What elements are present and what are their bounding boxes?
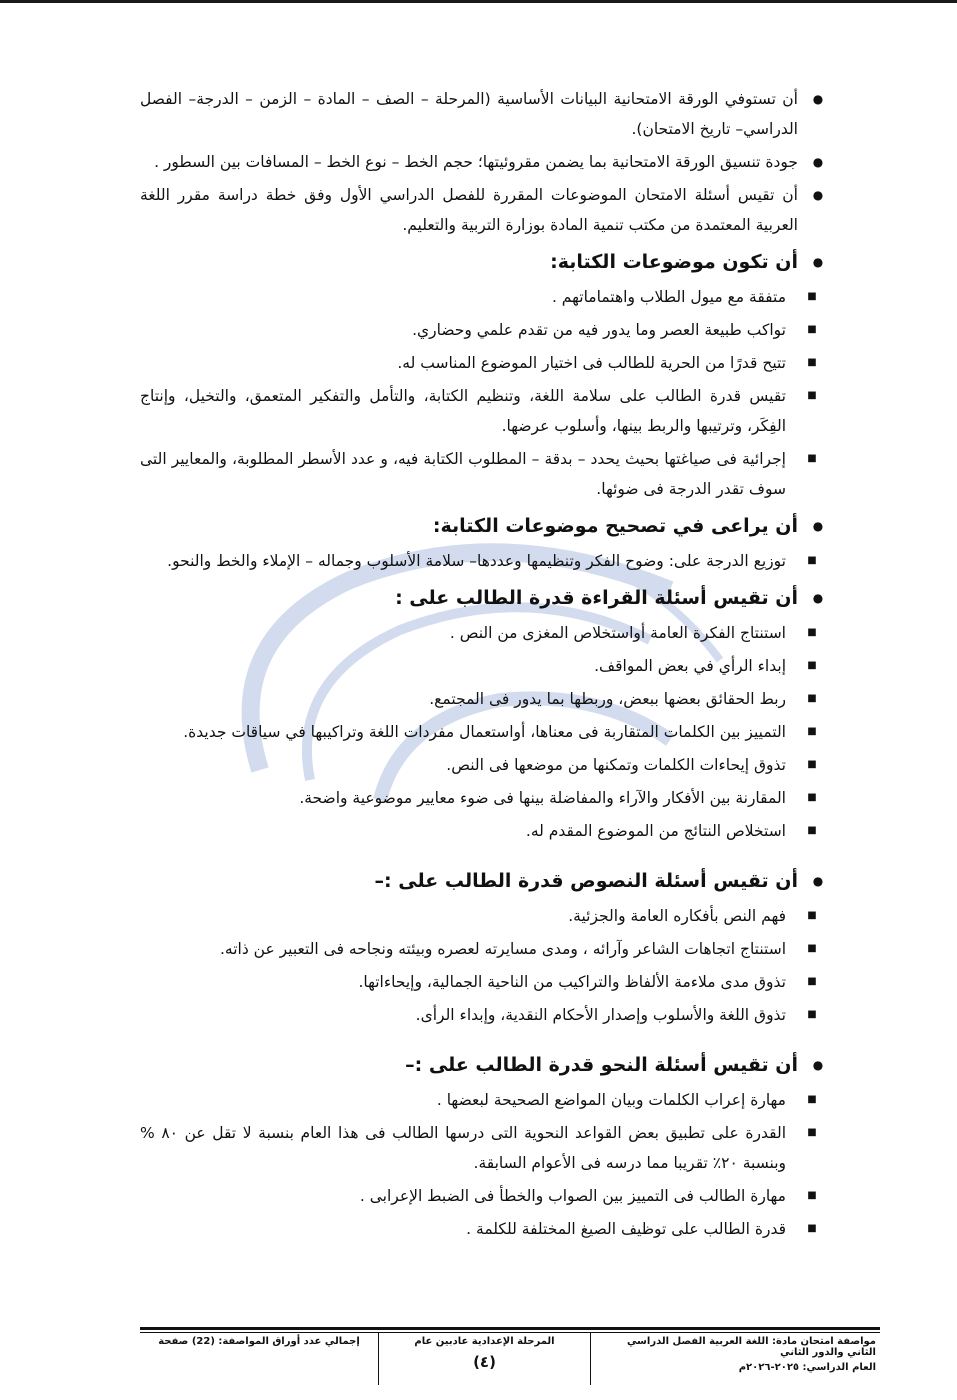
- list-item: ■ استخلاص النتائج من الموضوع المقدم له.: [525, 822, 817, 840]
- list-item: ■ التمييز بين الكلمات المتقاربة فى معناها، أواستعمال مفردات اللغة وتراكيبها في سياقات جديدة.: [183, 723, 817, 741]
- footer-stage: المرحلة الإعدادية عادبين عام: [414, 1336, 555, 1347]
- intro-item: ● أن تقيس أسئلة الامتحان الموضوعات المقررة للفصل الدراسي الأول وفق خطة دراسة مقرر اللغة العربية المعتمدة من مكتب تنمية المادة بوزارة التربية والتعليم.: [140, 186, 824, 234]
- document-body: [140, 84, 828, 1247]
- footer-total-pages: إجمالي عدد أوراق المواصفة: (22) صفحة: [158, 1336, 360, 1347]
- list-item: ■ المقارنة بين الأفكار والآراء والمفاضلة بينها فى ضوء معايير موضوعية واضحة.: [299, 789, 817, 807]
- intro-item: ● جودة تنسيق الورقة الامتحانية بما يضمن مقروئيتها؛ حجم الخط – نوع الخط – المسافات بين السطور .: [154, 153, 824, 171]
- intro-item: ● أن تستوفي الورقة الامتحانية البيانات الأساسية (المرحلة – الصف – المادة – الزمن – الدرجة– الفصل الدراسي– تاريخ الامتحان).: [140, 90, 824, 138]
- footer-academic-year: العام الدراسي: ٢٠٢٥-٢٠٢٦م: [738, 1362, 876, 1373]
- list-item: ■ تواكب طبيعة العصر وما يدور فيه من تقدم علمي وحضاري.: [412, 321, 817, 339]
- section-heading-writing: ● أن تكون موضوعات الكتابة:: [550, 251, 824, 273]
- list-item: ■ قدرة الطالب على توظيف الصيغ المختلفة للكلمة .: [466, 1220, 817, 1238]
- section-heading-reading: ● أن تقيس أسئلة القراءة قدرة الطالب على :: [395, 587, 824, 609]
- list-item: ■ فهم النص بأفكاره العامة والجزئية.: [568, 907, 817, 925]
- list-item: ■ تتيح قدرًا من الحرية للطالب فى اختيار الموضوع المناسب له.: [397, 354, 817, 372]
- list-item: ■ تذوق اللغة والأسلوب وإصدار الأحكام النقدية، وإبداء الرأى.: [415, 1006, 817, 1024]
- list-item: ■ إبداء الرأي في بعض المواقف.: [594, 657, 817, 675]
- list-item: ■ تذوق إيحاءات الكلمات وتمكنها من موضعها فى النص.: [446, 756, 817, 774]
- list-item: ■ إجرائية فى صياغتها بحيث يحدد – بدقة – المطلوب الكتابة فيه، و عدد الأسطر المطلوبة، والمعايير التى سوف تقدر الدرجة فى ضوئها.: [140, 450, 817, 498]
- section-heading-texts: ● أن تقيس أسئلة النصوص قدرة الطالب على :–: [374, 870, 824, 892]
- list-item: ■ تذوق مدى ملاءمة الألفاظ والتراكيب من الناحية الجمالية، وإيحاءاتها.: [358, 973, 817, 991]
- list-item: ■ مهارة إعراب الكلمات وبيان المواضع الصحيحة لبعضها .: [436, 1091, 817, 1109]
- list-item: ■ استنتاج الفكرة العامة أواستخلاص المغزى من النص .: [449, 624, 817, 642]
- section-heading-grammar: ● أن تقيس أسئلة النحو قدرة الطالب على :–: [405, 1054, 824, 1076]
- list-item: ■ استنتاج اتجاهات الشاعر وآرائه ، ومدى مسايرته لعصره وبيئته ونجاحه فى التعبير عن ذاته.: [219, 940, 817, 958]
- list-item: ■ متفقة مع ميول الطلاب واهتماماتهم .: [551, 288, 817, 306]
- list-item: ■ تقيس قدرة الطالب على سلامة اللغة، وتنظيم الكتابة، والتأمل والتفكير المتعمق، والتخيل، وإنتاج الفِكَر، وترتيبها والربط بينها، وأسلوب عرضها.: [140, 387, 817, 435]
- footer-spec-cell: [590, 1333, 880, 1385]
- section-heading-correction: ● أن يراعى في تصحيح موضوعات الكتابة:: [432, 515, 824, 537]
- page-footer: [140, 1327, 880, 1385]
- footer-total-pages-cell: [140, 1333, 378, 1385]
- list-item: ■ توزيع الدرجة على: وضوح الفكر وتنظيمها وعددها– سلامة الأسلوب وجماله – الإملاء والخط والنحو.: [167, 552, 817, 570]
- footer-spec-title: مواصفة امتحان مادة: اللغة العربية الفصل الدراسي الثاني والدور الثاني: [626, 1336, 876, 1358]
- list-item: ■ القدرة على تطبيق بعض القواعد النحوية التى درسها الطالب فى هذا العام بنسبة لا تقل عن ٨٠ % وبنسبة ٢٠٪ تقريبا مما درسه فى الأعوام السابقة.: [140, 1124, 817, 1172]
- footer-stage-cell: [378, 1333, 590, 1385]
- list-item: ■ ربط الحقائق بعضها ببعض، وربطها بما يدور فى المجتمع.: [429, 690, 817, 708]
- page-number: (٤): [473, 1353, 496, 1371]
- top-border: [0, 0, 957, 3]
- list-item: ■ مهارة الطالب فى التمييز بين الصواب والخطأ فى الضبط الإعرابى .: [359, 1187, 817, 1205]
